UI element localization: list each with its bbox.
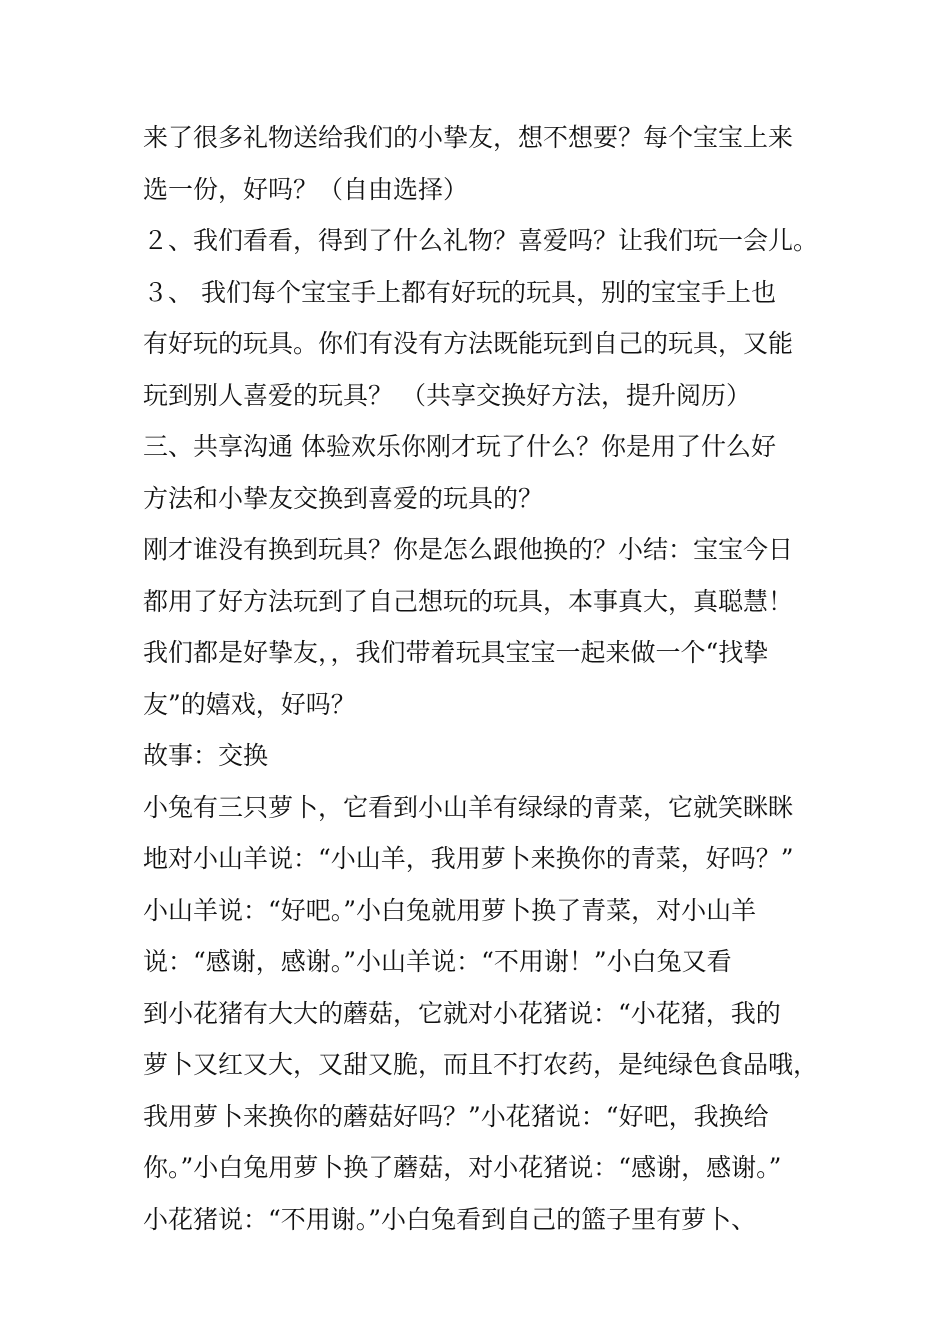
text-line-5: 有好玩的玩具。你们有没有方法既能玩到自己的玩具，又能	[143, 329, 794, 358]
body-text	[143, 112, 833, 1245]
text-line-20: 我用萝卜来换你的蘑菇好吗？”小花猪说：“好吧，我换给	[143, 1101, 769, 1131]
text-line-7: 三、共享沟通 体验欢乐你刚才玩了什么？你是用了什么好	[143, 432, 776, 461]
text-line-9: 刚才谁没有换到玩具？你是怎么跟他换的？小结：宝宝今日	[143, 535, 794, 564]
text-line-17: 说：“感谢，感谢。”小山羊说：“不用谢！”小白兔又看	[143, 947, 732, 976]
text-line-18: 到小花猪有大大的蘑菇，它就对小花猪说：“小花猪，我的	[143, 998, 781, 1028]
text-line-10: 都用了好方法玩到了自己想玩的玩具，本事真大，真聪慧！	[143, 586, 794, 616]
text-line-19: 萝卜又红又大，又甜又脆，而且不打农药，是纯绿色食品哦，	[143, 1050, 819, 1079]
text-line-4: ３、 我们每个宝宝手上都有好玩的玩具，别的宝宝手上也	[143, 277, 776, 307]
text-line-2: 选一份，好吗？（自由选择）	[143, 174, 469, 204]
text-line-8: 方法和小挚友交换到喜爱的玩具的？	[143, 483, 544, 513]
text-line-16: 小山羊说：“好吧。”小白兔就用萝卜换了青菜，对小山羊	[143, 895, 757, 925]
text-line-15: 地对小山羊说：“小山羊，我用萝卜来换你的青菜，好吗？”	[143, 844, 794, 873]
section-heading-story: 故事：交换	[143, 741, 269, 770]
text-line-6: 玩到别人喜爱的玩具？ （共享交换好方法，提升阅历）	[143, 380, 751, 410]
text-line-1: 来了很多礼物送给我们的小挚友，想不想要？每个宝宝上来	[143, 123, 794, 152]
text-line-22: 小花猪说：“不用谢。”小白兔看到自己的篮子里有萝卜、	[143, 1204, 757, 1234]
text-line-21: 你。”小白兔用萝卜换了蘑菇，对小花猪说：“感谢，感谢。”	[143, 1153, 782, 1182]
text-line-3: ２、我们看看，得到了什么礼物？喜爱吗？让我们玩一会儿。	[143, 226, 819, 255]
text-line-12: 友”的嬉戏，好吗？	[143, 689, 356, 719]
text-line-14: 小兔有三只萝卜，它看到小山羊有绿绿的青菜，它就笑眯眯	[143, 792, 794, 822]
text-line-11: 我们都是好挚友，，我们带着玩具宝宝一起来做一个“找挚	[143, 638, 769, 667]
